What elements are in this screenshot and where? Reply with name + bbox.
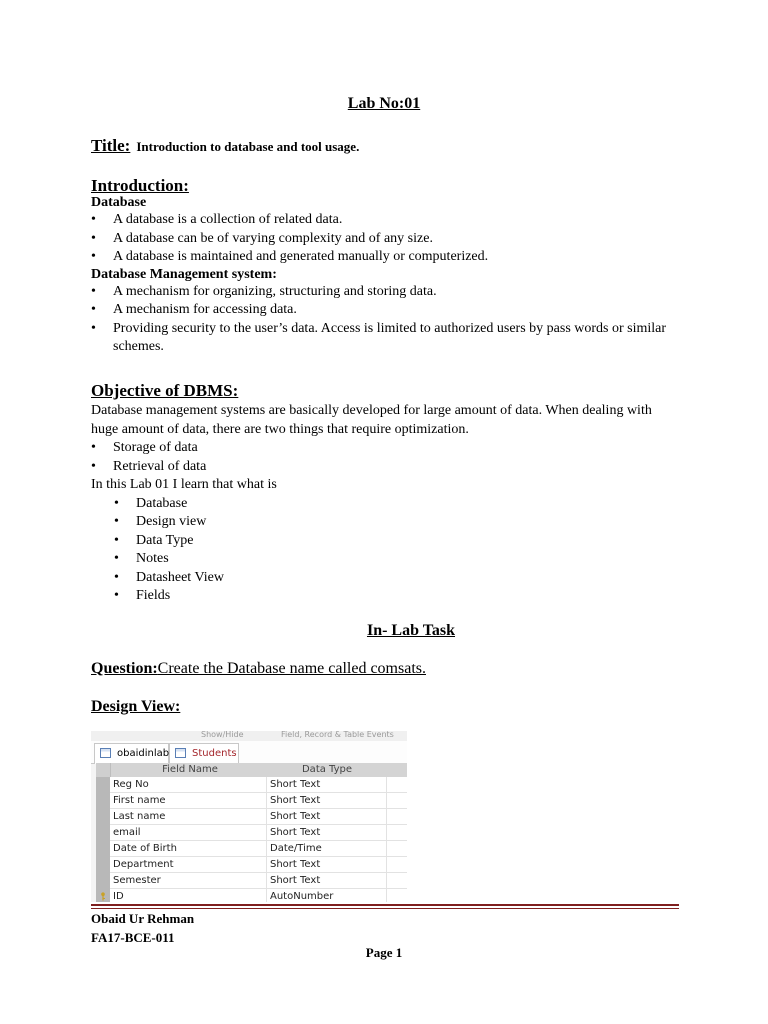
row-selector[interactable] [96,841,110,857]
table-row[interactable] [96,777,407,793]
data-type-cell[interactable]: Short Text [266,809,387,825]
list-item: • Fields [114,587,681,606]
design-grid [96,763,407,902]
list-item: • Retrieval of data [91,458,681,477]
description-cell[interactable] [386,793,407,809]
access-design-view-screenshot [91,731,407,902]
table-row[interactable] [96,889,407,902]
list-item: • A database can be of varying complexity and of any size. [91,230,681,249]
tab-students[interactable] [169,743,239,764]
title-text: Introduction to database and tool usage. [136,139,360,154]
field-name-cell[interactable]: Date of Birth [113,843,177,854]
list-item: • A database is a collection of related data. [91,211,681,230]
list-item: • Storage of data [91,439,681,458]
question-text: Create the Database name called comsats. [157,660,426,677]
field-name-cell[interactable]: Reg No [113,779,149,790]
row-selector[interactable] [96,777,110,793]
object-tabs [91,741,407,764]
field-name-cell[interactable]: email [113,827,141,838]
introduction-section [91,195,681,357]
question-label: Question: [91,660,158,677]
description-cell[interactable] [386,809,407,825]
dbms-subheading: Database Management system: [91,266,277,282]
description-cell[interactable] [386,873,407,889]
learn-intro: In this Lab 01 I learn that what is [91,477,277,492]
data-type-cell[interactable]: Short Text [266,825,387,841]
description-cell[interactable] [386,825,407,841]
ribbon-fragment [91,731,407,741]
data-type-cell[interactable]: Date/Time [266,841,387,857]
database-bullet-list [91,211,681,267]
row-selector[interactable] [96,889,110,902]
lab-number-heading: Lab No:01 [347,95,421,112]
table-row[interactable] [96,873,407,889]
tab-obaidinlab[interactable] [94,743,169,764]
objective-paragraph: Database management systems are basically developed for large amount of data. When dealing with huge amount of data, there are two things that require optimization. [91,403,652,437]
title-label: Title: [91,136,131,155]
description-cell[interactable] [386,857,407,873]
objective-bullet-list [91,439,681,476]
author-name: Obaid Ur Rehman [91,911,195,926]
row-selector[interactable] [96,873,110,889]
data-type-cell[interactable]: Short Text [266,793,387,809]
objective-section [91,402,681,606]
list-item: • Datasheet View [114,569,681,588]
list-item: • Data Type [114,532,681,551]
data-type-cell[interactable]: Short Text [266,857,387,873]
data-type-cell[interactable]: Short Text [266,873,387,889]
footer-rule-thin [91,908,679,909]
list-item: • Notes [114,550,681,569]
table-row[interactable] [96,841,407,857]
list-item: • A mechanism for organizing, structuring and storing data. [91,283,681,302]
primary-key-icon [100,892,106,901]
field-name-cell[interactable]: Department [113,859,174,870]
ribbon-group-label: Show/Hide [201,731,244,739]
title-line [91,136,359,156]
dbms-bullet-list [91,283,681,357]
row-selector[interactable] [96,857,110,873]
objective-heading: Objective of DBMS: [91,381,239,400]
data-type-cell[interactable]: Short Text [266,777,387,793]
list-item: • A database is maintained and generated manually or computerized. [91,248,681,267]
list-item: • Design view [114,513,681,532]
table-row[interactable] [96,793,407,809]
footer-rule [91,904,679,906]
list-item: • Database [114,495,681,514]
list-item: • Providing security to the user’s data. Access is limited to authorized users by pass words or similar schemes. [91,320,681,357]
table-icon [100,748,111,758]
table-row[interactable] [96,825,407,841]
row-selector[interactable] [96,809,110,825]
data-type-cell[interactable]: AutoNumber [266,889,387,902]
page-number: Page 1 [365,945,403,960]
in-lab-task-heading: In- Lab Task [366,622,456,639]
ribbon-group-label: Field, Record & Table Events [281,731,394,739]
column-header-field-name[interactable]: Field Name [162,764,218,775]
description-cell[interactable] [386,889,407,902]
description-cell[interactable] [386,841,407,857]
database-subheading: Database [91,195,147,210]
list-item: • A mechanism for accessing data. [91,301,681,320]
table-row[interactable] [96,809,407,825]
description-cell[interactable] [386,777,407,793]
design-view-heading: Design View: [91,698,181,715]
column-header-data-type[interactable]: Data Type [301,764,353,775]
table-row[interactable] [96,857,407,873]
field-name-cell[interactable]: Semester [113,875,161,886]
introduction-heading: Introduction: [91,176,189,195]
learn-bullet-list [114,495,681,606]
table-icon [175,748,186,758]
field-name-cell[interactable]: Last name [113,811,166,822]
question-line [91,660,426,678]
registration-number: FA17-BCE-011 [91,930,175,945]
field-name-cell[interactable]: ID [113,891,124,902]
row-selector[interactable] [96,825,110,841]
field-name-cell[interactable]: First name [113,795,166,806]
tab-label: obaidinlab [117,748,170,759]
select-all-cell[interactable] [96,763,111,777]
row-selector[interactable] [96,793,110,809]
tab-label: Students [192,748,237,759]
grid-header [96,763,407,777]
